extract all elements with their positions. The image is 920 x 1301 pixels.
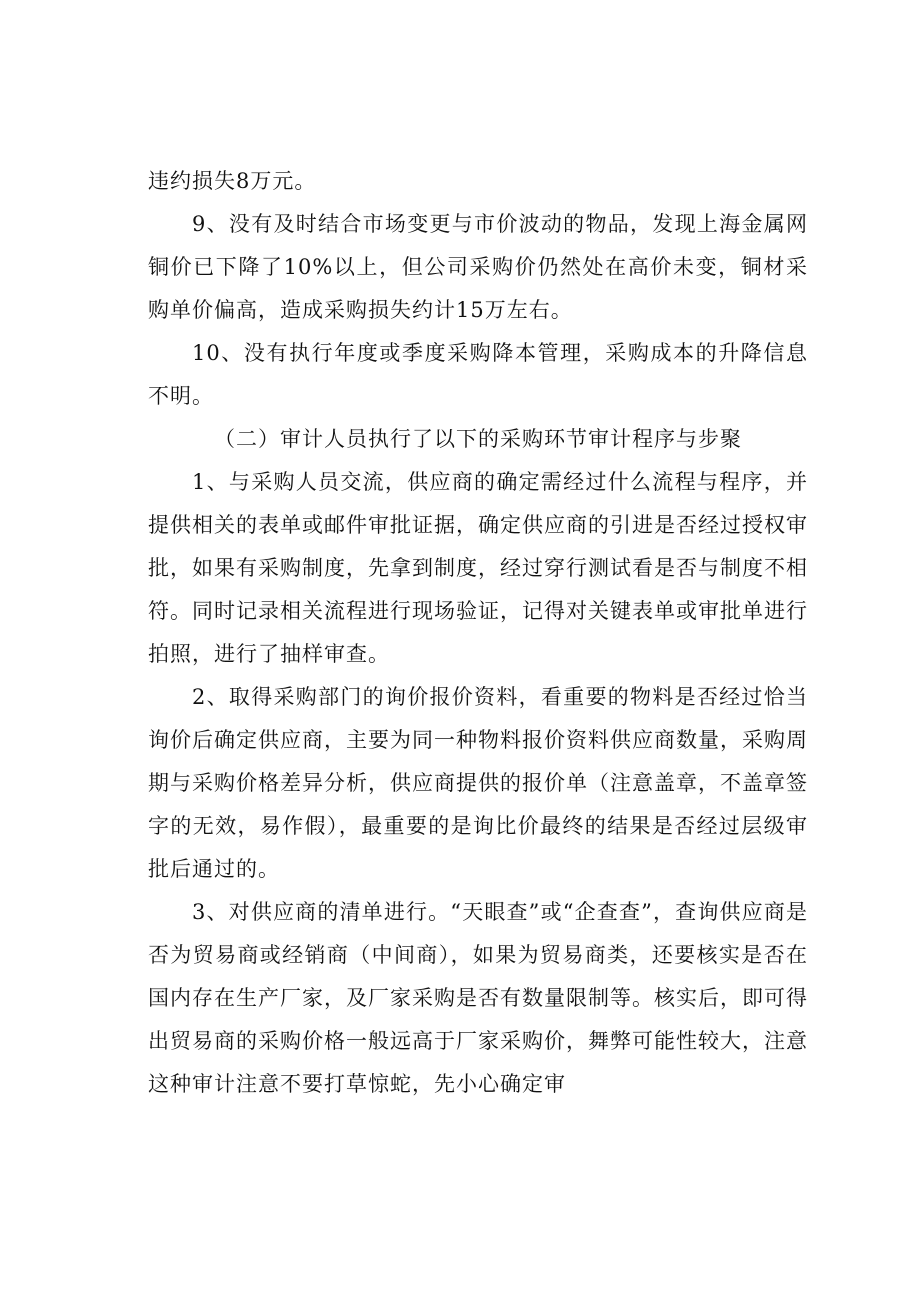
paragraph-step-1: 1、与采购人员交流，供应商的确定需经过什么流程与程序，并提供相关的表单或邮件审批证据，确定供应商的引进是否经过授权审批，如果有采购制度，先拿到制度，经过穿行测试看是否与制度不相符。同时记录相关流程进行现场验证，记得对关键表单或审批单进行拍照，进行了抽样审查。 xyxy=(148,470,808,666)
section-heading: （二）审计人员执行了以下的采购环节审计程序与步聚 xyxy=(214,427,742,451)
document-body xyxy=(148,160,808,1106)
paragraph-step-3: 3、对供应商的清单进行。“天眼查”或“企查查”，查询供应商是否为贸易商或经销商（中间商），如果为贸易商类，还要核实是否在国内存在生产厂家，及厂家采购是否有数量限制等。核实后，即可得出贸易商的采购价格一般远高于厂家采购价，舞弊可能性较大，注意这种审计注意不要打草惊蛇，先小心确定审 xyxy=(148,900,808,1096)
paragraph-item-10: 10、没有执行年度或季度采购降本管理，采购成本的升降信息不明。 xyxy=(148,341,808,408)
paragraph-step-2: 2、取得采购部门的询价报价资料，看重要的物料是否经过恰当询价后确定供应商，主要为同一种物料报价资料供应商数量，采购周期与采购价格差异分析，供应商提供的报价单（注意盖章，不盖章签字的无效，易作假），最重要的是询比价最终的结果是否经过层级审批后通过的。 xyxy=(148,685,808,881)
paragraph-continuation: 违约损失8万元。 xyxy=(148,169,317,193)
paragraph-item-9: 9、没有及时结合市场变更与市价波动的物品，发现上海金属网铜价已下降了10%以上，但公司采购价仍然处在高价未变，铜材采购单价偏高，造成采购损失约计15万左右。 xyxy=(148,212,808,322)
